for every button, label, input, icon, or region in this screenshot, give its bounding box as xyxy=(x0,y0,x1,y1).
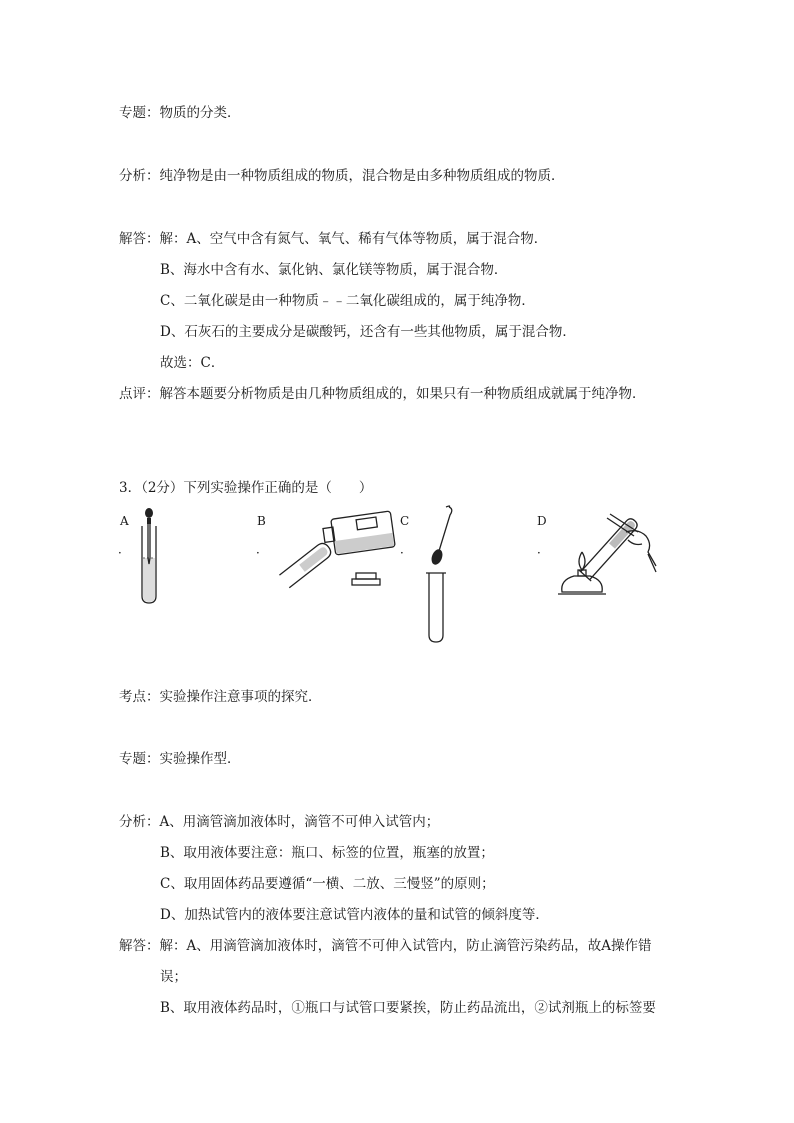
dropper-in-test-tube-figure xyxy=(136,506,170,606)
analysis-line: D、加热试管内的液体要注意试管内液体的量和试管的倾斜度等． xyxy=(160,907,549,923)
analysis-line: B、取用液体要注意：瓶口、标签的位置，瓶塞的放置； xyxy=(160,845,494,861)
option-d-letter: D xyxy=(537,514,547,528)
answer-line: 解答：解：A、空气中含有氮气、氧气、稀有气体等物质，属于混合物． xyxy=(119,231,548,247)
answer-line: 故选：C． xyxy=(160,355,225,371)
answer-line: 解答：解：A、用滴管滴加液体时，滴管不可伸入试管内，防止滴管污染药品，故A操作错 xyxy=(119,938,652,954)
question-stem: 3．（2分）下列实验操作正确的是（ ） xyxy=(119,480,373,496)
option-b-dot: ． xyxy=(256,542,269,556)
option-a-dot: ． xyxy=(118,542,131,556)
pouring-liquid-figure xyxy=(278,503,398,593)
answer-line: D、石灰石的主要成分是碳酸钙，还含有一些其他物质，属于混合物． xyxy=(160,324,576,340)
spoon-and-test-tube-figure xyxy=(416,503,456,645)
answer-line: B、取用液体药品时，①瓶口与试管口要紧挨，防止药品流出，②试剂瓶上的标签要 xyxy=(160,1000,656,1016)
answer-line: C、二氧化碳是由一种物质﹣﹣二氧化碳组成的，属于纯净物． xyxy=(160,293,535,309)
topic-line-1: 专题：物质的分类． xyxy=(119,105,241,121)
analysis-line: C、取用固体药品要遵循“一横、二放、三慢竖”的原则； xyxy=(160,876,495,892)
comment-line: 点评：解答本题要分析物质是由几种物质组成的，如果只有一种物质组成就属于纯净物． xyxy=(119,386,646,402)
option-b-letter: B xyxy=(257,514,266,528)
option-a-letter: A xyxy=(120,514,129,528)
answer-line: B、海水中含有水、氯化钠、氯化镁等物质，属于混合物． xyxy=(160,262,508,278)
analysis-line-1: 分析：纯净物是由一种物质组成的物质，混合物是由多种物质组成的物质． xyxy=(119,168,565,184)
exam-point-line: 考点：实验操作注意事项的探究． xyxy=(119,689,322,705)
answer-line: 误； xyxy=(160,969,187,985)
analysis-line: 分析：A、用滴管滴加液体时，滴管不可伸入试管内； xyxy=(119,814,440,830)
option-c-dot: ． xyxy=(400,542,413,556)
topic-line-2: 专题：实验操作型． xyxy=(119,751,241,767)
option-d-dot: ． xyxy=(537,542,550,556)
heating-test-tube-figure xyxy=(552,506,662,602)
option-c-letter: C xyxy=(400,514,410,528)
